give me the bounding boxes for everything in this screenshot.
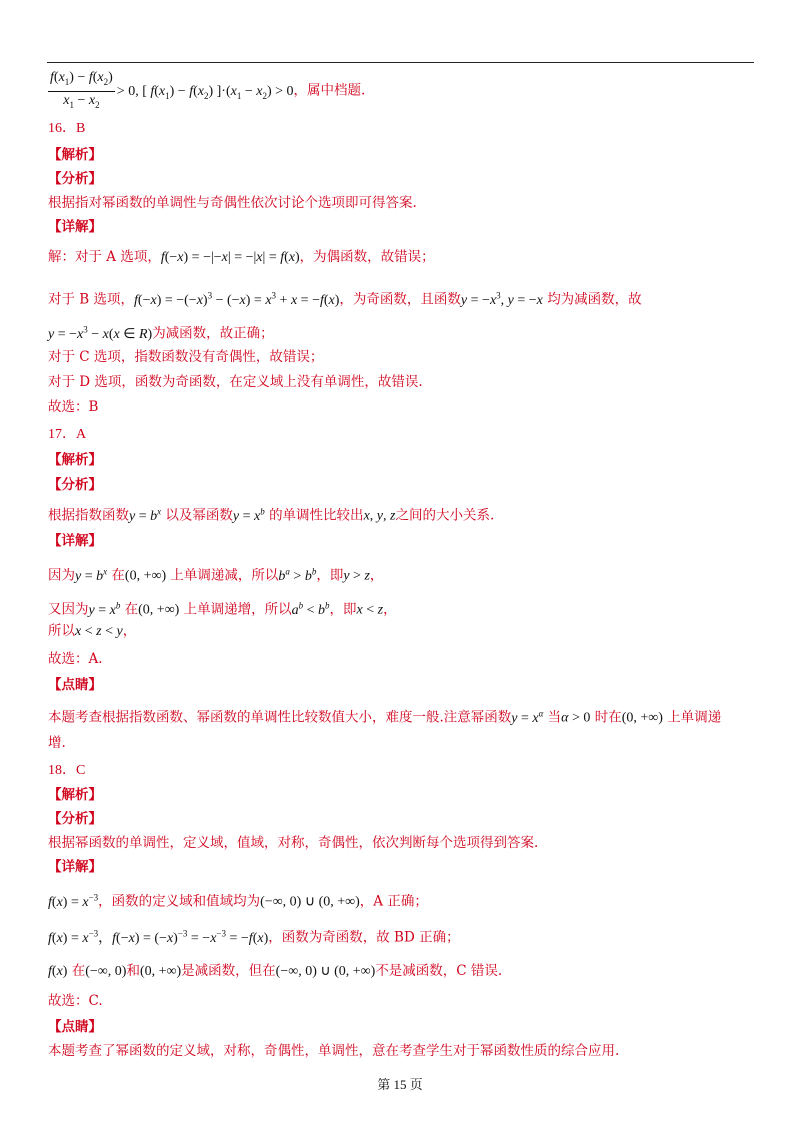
section-fenxi: 【分析】 [48,171,102,187]
answer: 故选：A. [48,651,103,667]
text: 对于 D 选项，函数为奇函数，在定义域上没有单调性，故错误. [48,374,423,390]
text: 根据指对幂函数的单调性与奇偶性依次讨论个选项即可得答案. [48,195,417,211]
text-line: f(x) 在(−∞, 0)和(0, +∞)是减函数，但在(−∞, 0) ∪ (0, +∞)不是减函数，C 错误. [48,963,503,979]
text-line: 所以x < z < y， [48,623,137,639]
text-line: $f(x) = x^{-3}$，$f(-x) = (-x)^{-3} = -x^{-3} = -f(x)$，函数为奇函数，故 BD 正确； [48,928,460,946]
text: 本题考查了幂函数的定义域，对称，奇偶性，单调性，意在考查学生对于幂函数性质的综合应用. [48,1043,620,1059]
section-xiangjie: 【详解】 [48,533,102,549]
text-line: $f(x) = x^{-3}$，函数的定义域和值域均为(−∞, 0) ∪ (0, +∞)，A 正确； [48,892,428,910]
text-line: 又因为$y = x^b$ 在(0, +∞) 上单调递增，所以$a^b < b^b$，即x < z， [48,600,397,618]
text-line: $y = -x^3 - x(x$ ∈ R)为减函数，故正确； [48,324,274,342]
answer: 故选：C. [48,993,103,1009]
q18-heading: 18．C [48,763,86,778]
section-dianjing: 【点睛】 [48,677,102,693]
section-fenxi: 【分析】 [48,811,102,827]
section-xiangjie: 【详解】 [48,859,102,875]
section-dianjing: 【点睛】 [48,1019,102,1035]
section-xiangjie: 【详解】 [48,219,102,235]
header-rule [47,62,754,63]
formula-line [48,70,365,113]
text-line: 因为$y = b^x$ 在(0, +∞) 上单调递减，所以$b^a > b^b$，即y > z， [48,566,384,584]
text: 增. [48,735,66,751]
section-fenxi: 【分析】 [48,477,102,493]
page-number: 第 15 页 [377,1077,423,1092]
q16-heading: 16．B [48,121,86,136]
text-line: 本题考查根据指数函数、幂函数的单调性比较数值大小，难度一般.注意幂函数$y = x^\alpha$ 当α > 0 时在(0, +∞) 上单调递 [48,708,722,726]
text-line: 对于 B 选项，$f(-x) = -(-x)^3 - (-x) = x^3 + x = -f(x)$，为奇函数，且函数$y = -x^3$, y = −x 均为减函数，故 [48,290,642,308]
q17-heading: 17．A [48,427,87,442]
text: 对于 C 选项，指数函数没有奇偶性，故错误； [48,349,324,365]
section-jiexi: 【解析】 [48,147,102,163]
section-jiexi: 【解析】 [48,787,102,803]
section-jiexi: 【解析】 [48,452,102,468]
text: ，属中档题. [293,82,366,99]
text-line: 解：对于 A 选项，f(−x) = −|−x| = −|x| = f(x)，为偶函数，故错误； [48,249,435,265]
answer: 故选：B [48,399,99,415]
text: 根据幂函数的单调性，定义域，值域，对称，奇偶性，依次判断每个选项得到答案. [48,835,539,851]
formula: $\frac{f(x_1) - f(x_2)}{x_1 - x_2}$ > 0, [ $f(x_1) - f(x_2) ]\cdot(x_1 - x_2) > 0$ [50,70,294,110]
text-line: 根据指数函数$y = b^x$ 以及幂函数$y = x^b$ 的单调性比较出x, y, z之间的大小关系. [48,506,495,524]
